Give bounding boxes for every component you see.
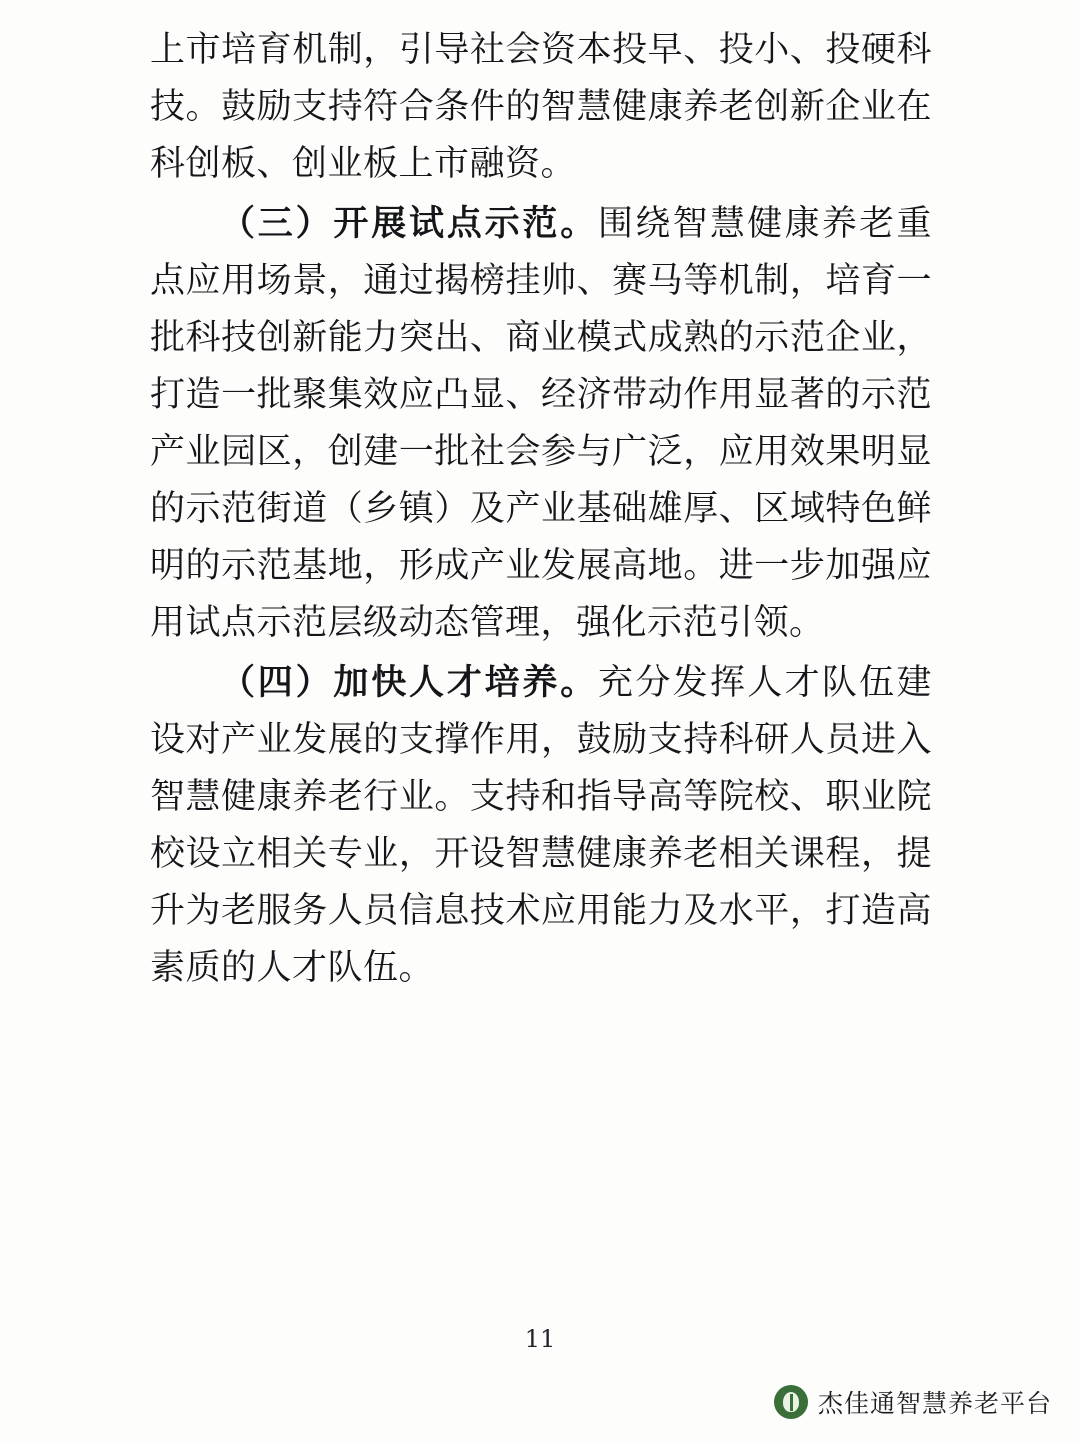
paragraph-continued	[150, 22, 932, 193]
section-3-heading: （三）开展试点示范。	[220, 203, 599, 244]
document-body	[150, 22, 932, 999]
section-3-text: 围绕智慧健康养老重点应用场景，通过揭榜挂帅、赛马等机制，培育一批科技创新能力突出、商业模式成熟的示范企业，打造一批聚集效应凸显、经济带动作用显著的示范产业园区，创建一批社会参与广泛，应用效果明显的示范街道（乡镇）及产业基础雄厚、区域特色鲜明的示范基地，形成产业发展高地。进一步加强应用试点示范层级动态管理，强化示范引领。	[150, 204, 932, 643]
footer-watermark	[774, 1384, 1052, 1420]
section-4-text: 充分发挥人才队伍建设对产业发展的支撑作用，鼓励支持科研人员进入智慧健康养老行业。支持和指导高等院校、职业院校设立相关专业，开设智慧健康养老相关课程，提升为老服务人员信息技术应用能力及水平，打造高素质的人才队伍。	[150, 663, 932, 988]
page-number: 11	[524, 1325, 556, 1353]
paragraph-section-4	[150, 654, 932, 997]
leaf-logo-icon	[774, 1385, 808, 1419]
watermark-label: 杰佳通智慧养老平台	[817, 1389, 1052, 1418]
section-4-heading: （四）加快人才培养。	[220, 662, 599, 703]
paragraph-text: 上市培育机制，引导社会资本投早、投小、投硬科技。鼓励支持符合条件的智慧健康养老创新企业在科创板、创业板上市融资。	[150, 30, 932, 184]
paragraph-section-3	[150, 195, 932, 652]
